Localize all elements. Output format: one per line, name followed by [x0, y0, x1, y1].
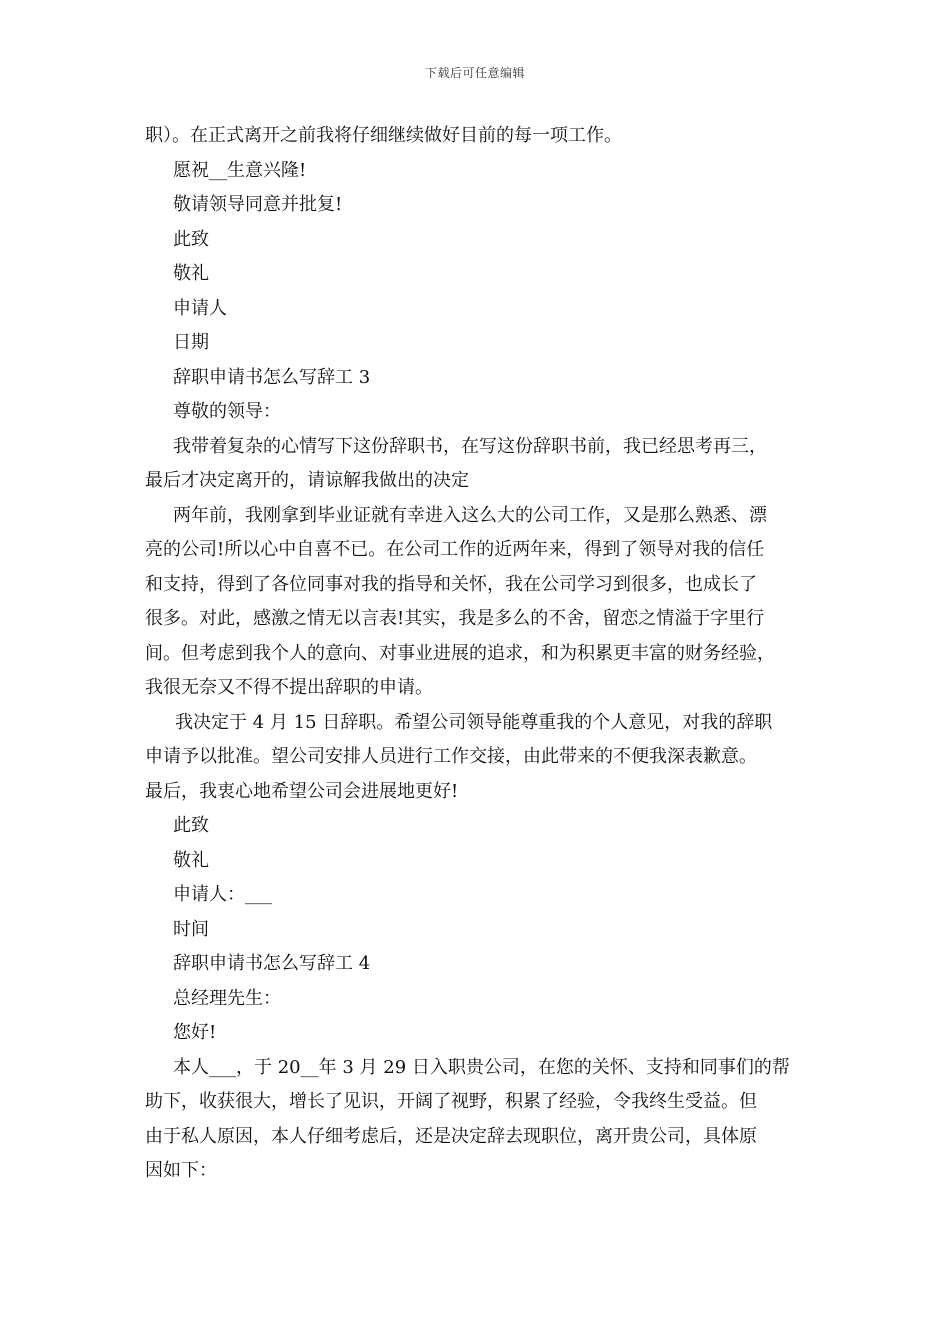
text-line: 最后才决定离开的，请谅解我做出的决定	[145, 470, 469, 491]
text-line: 助下，收获很大，增长了见识，开阔了视野，积累了经验，令我终生受益。但	[145, 1091, 757, 1112]
text-line: 和支持，得到了各位同事对我的指导和关怀，我在公司学习到很多，也成长了	[145, 573, 757, 595]
text-line: 最后，我衷心地希望公司会进展地更好!	[145, 780, 459, 802]
document-body	[145, 119, 805, 1189]
text-line: 两年前，我刚拿到毕业证就有幸进入这么大的公司工作，又是那么熟悉、漂	[173, 504, 767, 526]
time-label: 时间	[173, 918, 209, 940]
salutation-regards: 敬礼	[173, 263, 209, 284]
text-line: 职）。在正式离开之前我将仔细继续做好目前的每一项工作。	[145, 125, 622, 146]
page-header: 下载后可任意编辑	[424, 66, 525, 80]
greeting: 总经理先生：	[173, 987, 281, 1009]
applicant-label: 申请人：___	[173, 884, 272, 905]
closing-wish: 愿祝__生意兴隆!	[173, 159, 307, 181]
salutation-regards: 敬礼	[173, 849, 209, 871]
text-line: 因如下：	[145, 1160, 217, 1181]
section-title-3: 辞职申请书怎么写辞工 3	[173, 366, 371, 388]
greeting-hello: 您好!	[173, 1022, 217, 1043]
text-line: 间。但考虑到我个人的意向、对事业进展的追求，和为积累更丰富的财务经验，	[145, 642, 775, 664]
applicant-label: 申请人	[173, 297, 227, 319]
text-line: 由于私人原因，本人仔细考虑后，还是决定辞去现职位，离开贵公司，具体原	[145, 1125, 757, 1147]
salutation-closing: 此致	[173, 815, 209, 836]
text-line: 很多。对此，感激之情无以言表!其实，我是多么的不舍，留恋之情溢于字里行	[145, 608, 765, 629]
date-label: 日期	[173, 332, 209, 353]
text-line: 我很无奈又不得不提出辞职的申请。	[145, 677, 433, 698]
text-line: 申请予以批准。望公司安排人员进行工作交接，由此带来的不便我深表歉意。	[145, 746, 757, 767]
greeting: 尊敬的领导：	[173, 401, 281, 422]
text-line: 亮的公司!所以心中自喜不已。在公司工作的近两年来，得到了领导对我的信任	[145, 539, 765, 560]
text-line: 我决定于 4 月 15 日辞职。希望公司领导能尊重我的个人意见，对我的辞职	[175, 711, 773, 733]
text-line: 我带着复杂的心情写下这份辞职书，在写这份辞职书前，我已经思考再三，	[173, 435, 767, 457]
section-title-4: 辞职申请书怎么写辞工 4	[173, 953, 371, 974]
text-line: 本人___，于 20__年 3 月 29 日入职贵公司，在您的关怀、支持和同事们的帮	[173, 1056, 790, 1078]
request-approval: 敬请领导同意并批复!	[173, 194, 343, 215]
salutation-closing: 此致	[173, 228, 209, 250]
